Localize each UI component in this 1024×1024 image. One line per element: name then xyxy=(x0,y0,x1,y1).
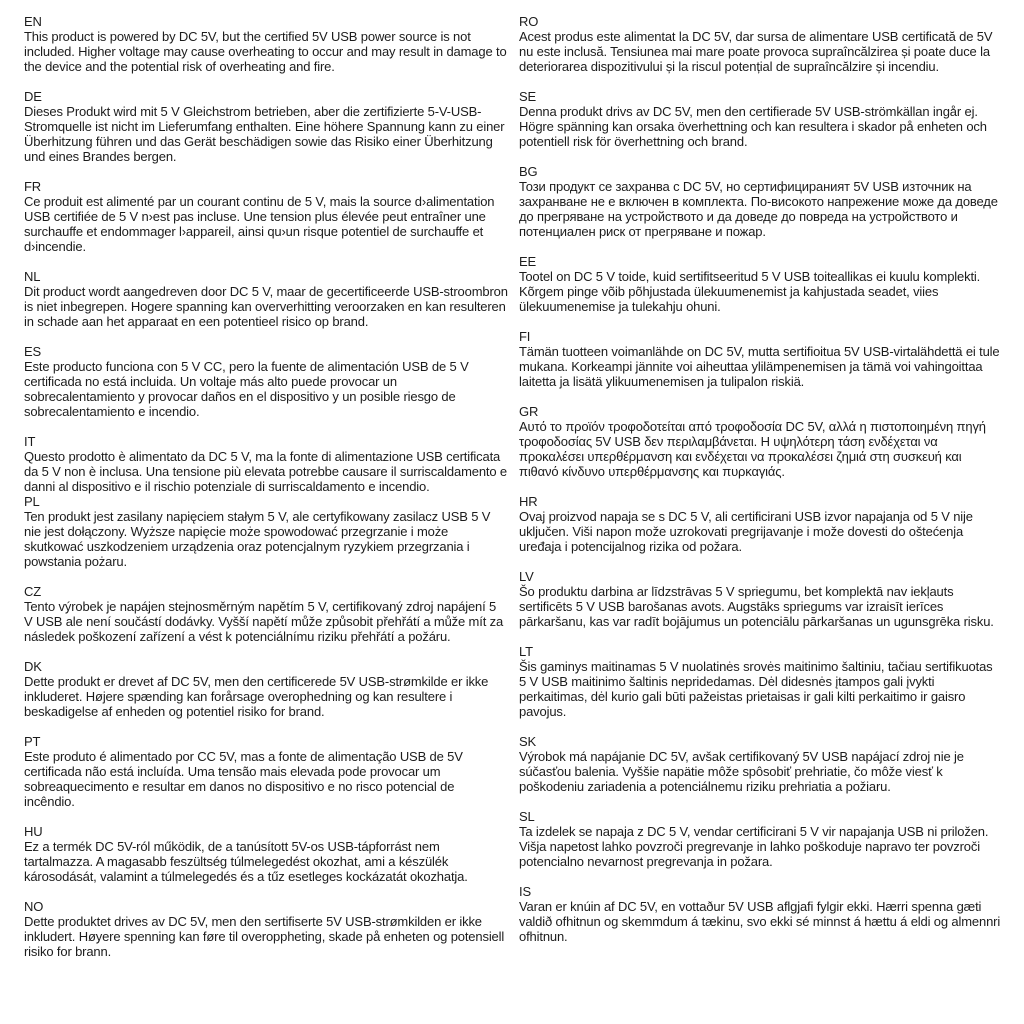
language-code: SL xyxy=(519,809,535,824)
warning-text: Denna produkt drivs av DC 5V, men den certifierade 5V USB-strömkällan ingår ej. Högre spänning kan orsaka överhettning och kan resultera i skador på enheten och potentiell risk för överhettning och brand. xyxy=(519,104,987,149)
language-section-bg xyxy=(519,164,1003,239)
warning-text: Ten produkt jest zasilany napięciem stałym 5 V, ale certyfikowany zasilacz USB 5 V nie jest dołączony. Wyższe napięcie może spowodować przegrzanie i może skutkować uszkodzeniem urządzenia oraz potencjalnym ryzykiem przegrzania i powstania pożaru. xyxy=(24,509,491,569)
language-code: LT xyxy=(519,644,533,659)
warning-text: Dette produktet drives av DC 5V, men den sertifiserte 5V USB-strømkilden er ikke inkludert. Høyere spenning kan føre til overoppheting, skade på enheten og potensiell risiko for brann. xyxy=(24,914,505,959)
language-section-lv xyxy=(519,569,1003,629)
language-code: FR xyxy=(24,179,42,194)
language-code: IT xyxy=(24,434,36,449)
language-section-fi xyxy=(519,329,1003,389)
language-section-dk xyxy=(24,659,508,719)
language-section-ro xyxy=(519,14,1003,74)
language-section-cz xyxy=(24,584,508,644)
language-section-sk xyxy=(519,734,1003,794)
language-section-it xyxy=(24,434,508,494)
language-section-nl xyxy=(24,269,508,329)
language-section-gr xyxy=(519,404,1003,479)
warning-text: Αυτό το προϊόν τροφοδοτείται από τροφοδοσία DC 5V, αλλά η πιστοποιημένη πηγή τροφοδοσίας 5V USB δεν περιλαμβάνεται. Η υψηλότερη τάση ενδέχεται να προκαλέσει υπερθέρμανση και ενδέχεται να προκαλέσει ζημιά στη συσκευή και πιθανό κίνδυνο υπερθέρμανσης και πυρκαγιάς. xyxy=(519,419,986,479)
warning-text: Acest produs este alimentat la DC 5V, dar sursa de alimentare USB certificată de 5V nu este inclusă. Tensiunea mai mare poate provoca supraîncălzirea și poate duce la deteriorarea dispozitivului și la riscul potențial de supraîncălzire și incendiu. xyxy=(519,29,993,74)
language-code: NL xyxy=(24,269,41,284)
language-code: PT xyxy=(24,734,41,749)
warning-text: Dieses Produkt wird mit 5 V Gleichstrom betrieben, aber die zertifizierte 5-V-USB-Stromquelle ist nicht im Lieferumfang enthalten. Eine höhere Spannung kann zu einer Überhitzung führen und das Gerät beschädigen sowie das Risiko einer Überhitzung und eines Brandes bergen. xyxy=(24,104,505,164)
language-code: ES xyxy=(24,344,42,359)
language-code: SE xyxy=(519,89,537,104)
warning-text: Този продукт се захранва с DC 5V, но сертифицираният 5V USB източник на захранване не е включен в комплекта. По-високото напрежение може да доведе до прегряване на устройството и да доведе до повреда на устройството и потенциален риск от прегряване и пожар. xyxy=(519,179,998,239)
language-code: SK xyxy=(519,734,537,749)
language-code: FI xyxy=(519,329,531,344)
language-section-de xyxy=(24,89,508,164)
language-section-is xyxy=(519,884,1003,944)
warning-text: Šo produktu darbina ar līdzstrāvas 5 V spriegumu, bet komplektā nav iekļauts sertificēts 5 V USB barošanas avots. Augstāks spriegums var izraisīt ierīces pārkaršanu, kas var radīt bojājumus un potenciālu pārkaršanas un ugunsgrēka risku. xyxy=(519,584,994,629)
language-code: IS xyxy=(519,884,531,899)
language-section-ee xyxy=(519,254,1003,314)
language-code: HR xyxy=(519,494,538,509)
language-code: BG xyxy=(519,164,538,179)
warning-text: Ovaj proizvod napaja se s DC 5 V, ali certificirani USB izvor napajanja od 5 V nije uključen. Viši napon može uzrokovati pregrijavanje i može dovesti do oštećenja uređaja i potencijalnog rizika od požara. xyxy=(519,509,973,554)
warning-text: Šis gaminys maitinamas 5 V nuolatinės srovės maitinimo šaltiniu, tačiau sertifikuotas 5 V USB maitinimo šaltinis nepridedamas. Dėl didesnės įtampos gali įvykti perkaitimas, dėl kurio gali būti pažeistas prietaisas ir gali kilti perkaitimo ir gaisro pavojus. xyxy=(519,659,993,719)
language-section-pt xyxy=(24,734,508,809)
warning-text: Ez a termék DC 5V-ról működik, de a tanúsított 5V-os USB-tápforrást nem tartalmazza. A magasabb feszültség túlmelegedést okozhat, ami a készülék károsodását, valamint a túlmelegedés és a tűz esetleges kockázatát okozhatja. xyxy=(24,839,468,884)
language-section-no xyxy=(24,899,508,959)
language-code: RO xyxy=(519,14,539,29)
language-code: LV xyxy=(519,569,534,584)
warning-text: Varan er knúin af DC 5V, en vottaður 5V USB aflgjafi fylgir ekki. Hærri spenna gæti valdið ofhitnun og skemmdum á tækinu, svo ekki sé minnst á hættu á eldi og almennri ofhitnun. xyxy=(519,899,1001,944)
warning-text: Ta izdelek se napaja z DC 5 V, vendar certificirani 5 V vir napajanja USB ni priložen. Višja napetost lahko povzroči pregrevanje in lahko poškoduje napravo ter povzroči potencialno nevarnost pregrevanja in požara. xyxy=(519,824,989,869)
language-code: NO xyxy=(24,899,44,914)
language-code: PL xyxy=(24,494,40,509)
language-code: HU xyxy=(24,824,43,839)
language-code: GR xyxy=(519,404,539,419)
warning-text: Ce produit est alimenté par un courant continu de 5 V, mais la source d›alimentation USB certifiée de 5 V n›est pas incluse. Une tension plus élevée peut entraîner une surchauffe et endommager l›appareil, ainsi qu›un risque potentiel de surchauffe et d›incendie. xyxy=(24,194,495,254)
language-section-hu xyxy=(24,824,508,884)
language-code: CZ xyxy=(24,584,42,599)
warning-text: Tento výrobek je napájen stejnosměrným napětím 5 V, certifikovaný zdroj napájení 5 V USB ale není součástí dodávky. Vyšší napětí může způsobit přehřátí a může mít za následek poškození zařízení a vést k potenciálnímu riziku přehřátí a požáru. xyxy=(24,599,504,644)
warning-text: Dette produkt er drevet af DC 5V, men den certificerede 5V USB-strømkilde er ikke inkluderet. Højere spænding kan forårsage overophedning og kan resultere i beskadigelse af enheden og potentiel risiko for brand. xyxy=(24,674,489,719)
warning-text: Dit product wordt aangedreven door DC 5 V, maar de gecertificeerde USB-stroombron is niet inbegrepen. Hogere spanning kan oververhitting veroorzaken en kan resulteren in schade aan het apparaat en een potentieel risico op brand. xyxy=(24,284,508,329)
language-code: EE xyxy=(519,254,537,269)
warning-text: This product is powered by DC 5V, but the certified 5V USB power source is not included. Higher voltage may cause overheating to occur and may result in damage to the device and the potential risk of overheating and fire. xyxy=(24,29,507,74)
language-section-lt xyxy=(519,644,1003,719)
warning-text: Este produto é alimentado por CC 5V, mas a fonte de alimentação USB de 5V certificada não está incluída. Uma tensão mais elevada pode provocar um sobreaquecimento e resultar em danos no dispositivo e no risco potencial de incêndio. xyxy=(24,749,463,809)
language-section-hr xyxy=(519,494,1003,554)
language-section-se xyxy=(519,89,1003,149)
language-section-pl xyxy=(24,494,508,569)
warning-text: Este producto funciona con 5 V CC, pero la fuente de alimentación USB de 5 V certificada no está incluida. Un voltaje más alto puede provocar un sobrecalentamiento y provocar daños en el dispositivo y un posible riesgo de sobrecalentamiento e incendio. xyxy=(24,359,469,419)
language-section-en xyxy=(24,14,508,74)
warning-text: Tootel on DC 5 V toide, kuid sertifitseeritud 5 V USB toiteallikas ei kuulu komplekti. Kõrgem pinge võib põhjustada ülekuumenemist ja kahjustada seadet, viies ülekuumenemise ja tulekahju ohuni. xyxy=(519,269,981,314)
warning-text: Tämän tuotteen voimanlähde on DC 5V, mutta sertifioitua 5V USB-virtalähdettä ei tule mukana. Korkeampi jännite voi aiheuttaa ylilämpenemisen ja tämä voi vahingoittaa laitetta ja lisätä ylikuumenemisen ja tulipalon riskiä. xyxy=(519,344,1000,389)
language-section-es xyxy=(24,344,508,419)
warning-text: Výrobok má napájanie DC 5V, avšak certifikovaný 5V USB napájací zdroj nie je súčasťou balenia. Vyššie napätie môže spôsobiť prehriatie, čo môže viesť k poškodeniu zariadenia a potenciálnemu riziku prehriatia a požiaru. xyxy=(519,749,964,794)
language-code: DK xyxy=(24,659,42,674)
language-section-fr xyxy=(24,179,508,254)
language-section-sl xyxy=(519,809,1003,869)
warning-text: Questo prodotto è alimentato da DC 5 V, ma la fonte di alimentazione USB certificata da 5 V non è inclusa. Una tensione più elevata potrebbe causare il surriscaldamento e danni al dispositivo e il rischio potenziale di surriscaldamento e incendio. xyxy=(24,449,508,494)
language-code: EN xyxy=(24,14,42,29)
left-column xyxy=(24,14,508,974)
language-code: DE xyxy=(24,89,42,104)
right-column xyxy=(519,14,1003,974)
